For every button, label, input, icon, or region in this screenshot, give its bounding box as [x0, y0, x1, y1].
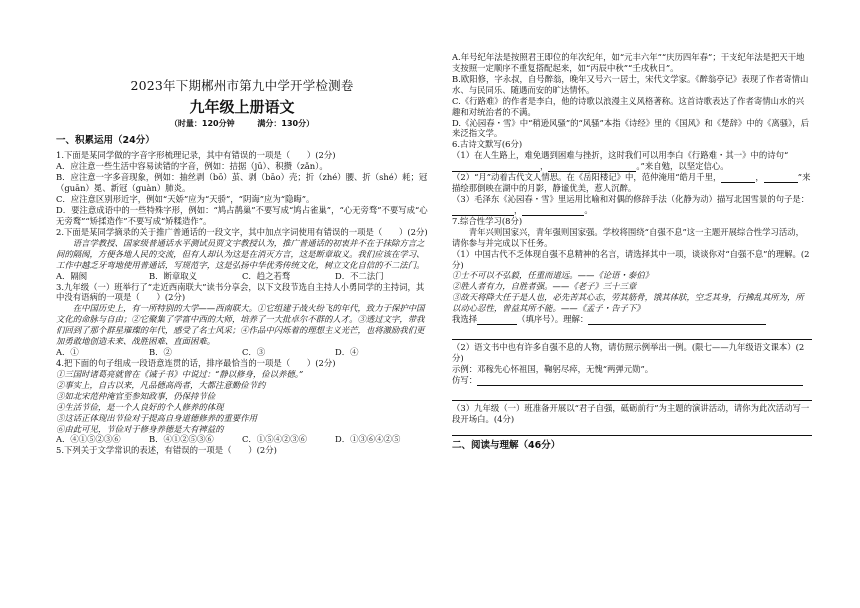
q4-item: ④生活节俭，是一个人良好的个人修养的体现 — [56, 401, 224, 412]
q1-option-a: A．应注意一些生活中容易读错的字音，例如：拮据（jū）、积攒（zǎn）。 — [56, 161, 328, 172]
q3-option-c: C．③ — [242, 347, 266, 358]
q6-sub-2 — [452, 172, 812, 194]
q7-task-1: （1）中国古代不乏体现自强不息精神的名言，请选择其中一项，谈谈你对“自强不息”的理解。(2分) — [452, 248, 810, 270]
answer-blank[interactable] — [764, 173, 798, 183]
q7-choose-label: 我选择 — [452, 314, 478, 325]
q4-item: ⑥由此可见，节俭对于修身养德是大有裨益的 — [56, 423, 224, 434]
q3-stem: 3.九年级（一）班举行了“走近西南联大”读书分享会，以下文段节选自主持人小勇同学的主持词，其中没有语病的一项是（ ）(2分) — [56, 281, 425, 303]
question-2 — [56, 227, 428, 282]
q4-option-d: D．①③⑥④②⑤ — [335, 434, 401, 445]
answer-blank[interactable] — [588, 315, 766, 325]
question-6 — [452, 139, 812, 215]
q2-stem: 2.下面是某同学摘录的关于推广普通话的一段文字，其中加点字词使用有错误的一项是（ ）(2分) — [56, 226, 428, 237]
q2-passage: 语言学教授、国家级普通话水平测试员贾文宇教授认为，推广普通话的初衷并不在于抹除方言之间的隔阂，方便各地人民的交流，但有人却认为这是在消灭方言，这是断章取义。我们应该在学习、工作中越乏牙弯地使用普通话，写规范字，这是弘扬中华优秀传统文化，树立文化自信的不二法门。 — [56, 237, 425, 270]
q7-quote: ①士不可以不弘毅，任重而道远。——《论语・泰伯》 — [452, 270, 653, 281]
q7-quote: ③故天将降大任于是人也，必先苦其心志，劳其筋骨，饿其体肤，空乏其身，行拂乱其所为，所以动心忍性，曾益其所不能。——《孟子・告子下》 — [452, 292, 804, 314]
q4-item: ②事实上，自古以来，凡品德高尚者，大都注意勤俭节约 — [56, 379, 266, 390]
q3-option-a: A．① — [56, 347, 79, 358]
q4-item: ①三国时诸葛亮就曾在《诫子书》中说过：“静以修身，俭以养德。” — [56, 368, 304, 379]
question-3 — [56, 282, 428, 358]
q6-s2-text: （2）“月”动着古代文人情思。在《岳阳楼记》中，范仲淹用“皓月千里， — [452, 172, 722, 183]
q1-stem: 1.下面是某同学做的字音字形梳理记录，其中有错误的一项是（ ）(2分) — [56, 150, 336, 161]
q7-quote: ②胜人者有力，自胜者强。——《老子》三十三章 — [452, 281, 637, 292]
q6-sub-1 — [452, 150, 812, 172]
section-divider — [452, 435, 812, 436]
section-1-heading: 一、积累运用（24分） — [56, 135, 155, 147]
q4-option-b: B．④①②⑤③⑥ — [149, 434, 214, 445]
q4-item: ⑤这话正体现出节俭对于提高自身道德修养的重要作用 — [56, 412, 257, 423]
answer-blank[interactable] — [477, 376, 803, 386]
section-2-heading: 二、阅读与理解（46分） — [452, 439, 561, 451]
q3-choices — [56, 347, 428, 358]
q5-option-d: D.《沁园春・雪》中“稍逊风骚”的“风骚”本指《诗经》里的《国风》和《楚辞》中的《离骚》，后来泛指文学。 — [452, 117, 810, 139]
answer-blank[interactable] — [452, 206, 514, 216]
answer-blank[interactable] — [721, 173, 755, 183]
q2-option-b: B．断章取义 — [149, 270, 198, 281]
answer-blank[interactable] — [522, 206, 584, 216]
q4-option-c: C．①⑤④②③⑥ — [242, 434, 308, 445]
q4-option-a: A．④①⑤②③⑥ — [56, 434, 121, 445]
q7-imitate-label: 仿写： — [452, 374, 478, 385]
right-column — [452, 52, 812, 455]
question-7 — [452, 216, 812, 436]
q6-s3-tail: 。 — [584, 204, 593, 215]
q7-understand-label: （填序号）。理解： — [517, 314, 589, 325]
exam-subtitle: 九年级上册语文 — [189, 98, 295, 117]
q5-option-b: B.欧阳修，字永叔，自号醉翁，晚年又号六一居士，宋代文学家。《醉翁亭记》表现了作者寄情山水、与民同乐、随遇而安的旷达情怀。 — [452, 73, 809, 95]
q6-s1-tail: 。”来自勉，以坚定信心。 — [636, 161, 729, 172]
exam-time: （时量：120分钟 — [169, 118, 235, 128]
question-5-options — [452, 52, 812, 139]
q4-choices — [56, 434, 428, 445]
q7-intro: 青年兴则国家兴，青年强则国家强。学校将围绕“自强不息”这一主题开展综合性学习活动，请你参与并完成以下任务。 — [452, 226, 804, 248]
q7-choose-line — [452, 314, 812, 325]
q7-task-2: （2）语文书中也有许多自强不息的人物，请仿照示例举出一例。(限七——九年级语文课本）(2分) — [452, 342, 805, 363]
exam-score: 满分：130分） — [257, 118, 315, 128]
question-4 — [56, 358, 428, 445]
q7-stem: 7.综合性学习(8分) — [452, 215, 523, 226]
q7-example: 示例：邓稼先心怀祖国，鞠躬尽瘁，无愧“两弹元勋”。 — [452, 363, 654, 374]
answer-blank[interactable] — [477, 315, 517, 325]
left-column — [56, 0, 428, 456]
q6-s3-comma: ， — [514, 204, 523, 215]
q2-option-a: A．隔阂 — [56, 270, 88, 281]
q7-task-3: （3）九年级（一）班准备开展以“君子自强，砥砺前行”为主题的演讲活动，请你为此次活动写一段开场白。(4分) — [452, 402, 810, 424]
q7-imitate-line — [452, 375, 812, 386]
q5-stem: 5.下列关于文学常识的表述，有错误的一项是（ ）(2分) — [56, 445, 277, 456]
answer-line[interactable] — [452, 388, 812, 401]
q6-s1-comma: ， — [540, 161, 549, 172]
q4-item: ③如北宋范仲淹官至参知政事，仍保持节俭 — [56, 390, 216, 401]
q3-passage: 在中国历史上，有一所特别的大学——西南联大。①它组建于战火纷飞的年代，致力于保护中国文化的命脉与自由；②它聚集了学富中西的大师，培养了一大批卓尔不群的人才。③透过文字，带我们回到了那个群星璀璨的年代，感受了名士风采；④作品中闪烁着的理想主义光芒，也将激励我们更加勇敢地创造未来、战胜困难、直面困难。 — [56, 303, 425, 347]
q6-s1-text: （1）在人生路上，难免遇到困难与挫折，这时我们可以用李白《行路难・其一》中的诗句“ — [452, 150, 789, 161]
q1-option-d: D．要注意成语中的一些特殊字形，例如：“鸠占鹊巢”不要写成“鸠占雀巢”，“心无旁骛”不要写成“心无旁鹜”“矫揉造作”不要写成“矫糅造作”。 — [56, 205, 428, 227]
q6-s2-tail: ”来描绘那倒映在湖中的月影，静谧优美，惹人沉醉。 — [452, 172, 811, 194]
q1-option-b: B．应注意一字多音现象，例如：抽丝剥（bō）茧、剥（bāo）壳；折（zhé）腰、折（shé）耗；冠（guān）冕、新冠（guàn）肺炎。 — [56, 172, 428, 194]
q6-sub-3 — [452, 194, 812, 216]
q3-option-d: D．④ — [335, 347, 359, 358]
q3-option-b: B．② — [149, 347, 172, 358]
answer-blank[interactable] — [548, 162, 636, 172]
q2-option-c: C．趋之若骛 — [242, 270, 291, 281]
exam-meta — [56, 119, 428, 129]
q6-s2-comma: ， — [755, 172, 764, 183]
q5-option-a: A.年号纪年法是按照君王即位的年次纪年，如“元丰六年”“庆历四年春”；干支纪年法是把天干地支按照一定顺序不重复搭配起来，如“丙辰中秋”“壬戌秋日”。 — [452, 52, 805, 73]
q5-option-c: C.《行路难》的作者是李白，他的诗歌以浪漫主义风格著称。这首诗歌表达了作者寄情山水的兴趣和对统治者的不满。 — [452, 95, 805, 117]
exam-title: 2023年下期郴州市第九中学开学检测卷 — [130, 78, 354, 93]
q4-stem: 4.把下面的句子组成一段语意连贯的话，排序最恰当的一项是（ ）(2分) — [56, 358, 336, 368]
answer-line[interactable] — [452, 327, 812, 340]
q2-option-d: D．不二法门 — [335, 270, 384, 281]
q1-option-c: C．应注意区别形近字，例如“天娇”应为“天骄”，“阴诲”应为“隐晦”。 — [56, 194, 315, 205]
q2-choices — [56, 271, 428, 282]
answer-blank[interactable] — [452, 162, 540, 172]
q6-stem: 6.古诗文默写(6分) — [452, 139, 523, 150]
q6-s3-text: （3）毛泽东《沁园春・雪》里运用比喻和对偶的修辞手法（化静为动）描写北国雪景的句子是： — [452, 193, 810, 204]
question-1 — [56, 150, 428, 226]
